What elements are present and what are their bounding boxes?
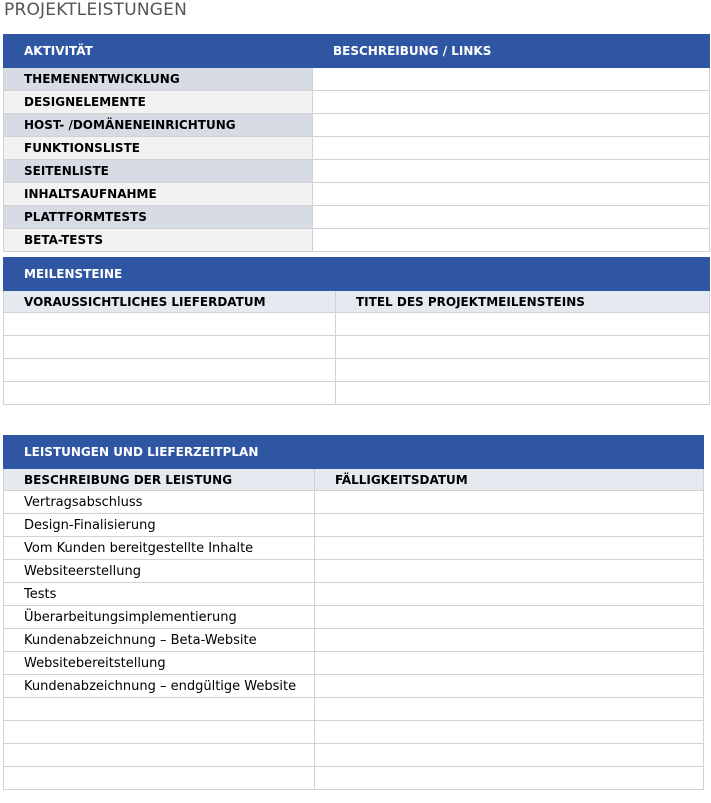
deliverable-description[interactable] — [4, 698, 315, 721]
activity-row — [4, 114, 710, 137]
activity-label: DESIGNELEMENTE — [4, 91, 313, 114]
deliverable-description: Kundenabzeichnung – Beta-Website — [4, 629, 315, 652]
milestone-header-row — [4, 258, 710, 291]
activity-row — [4, 206, 710, 229]
description-cell[interactable] — [313, 91, 710, 114]
due-date-col-header: FÄLLIGKEITSDATUM — [315, 469, 704, 491]
deliverable-row — [4, 606, 704, 629]
deliverable-description: Vertragsabschluss — [4, 491, 315, 514]
delivery-date-cell[interactable] — [4, 336, 336, 359]
deliverable-row — [4, 698, 704, 721]
description-cell[interactable] — [313, 206, 710, 229]
deliverable-description: Design-Finalisierung — [4, 514, 315, 537]
due-date-cell[interactable] — [315, 560, 704, 583]
activity-label: INHALTSAUFNAHME — [4, 183, 313, 206]
deliverable-description[interactable] — [4, 767, 315, 790]
due-date-cell[interactable] — [315, 606, 704, 629]
milestone-title-cell[interactable] — [336, 382, 710, 405]
description-cell[interactable] — [313, 183, 710, 206]
due-date-cell[interactable] — [315, 491, 704, 514]
activity-table — [3, 34, 710, 252]
milestone-heading: MEILENSTEINE — [4, 258, 710, 291]
description-cell[interactable] — [313, 160, 710, 183]
delivery-date-col-header: VORAUSSICHTLICHES LIEFERDATUM — [4, 291, 336, 313]
milestone-subheader-row — [4, 291, 710, 313]
deliverable-description: Überarbeitungsimplementierung — [4, 606, 315, 629]
deliverable-row — [4, 514, 704, 537]
milestone-title-cell[interactable] — [336, 359, 710, 382]
milestone-table — [3, 257, 710, 405]
milestone-title-cell[interactable] — [336, 313, 710, 336]
due-date-cell[interactable] — [315, 767, 704, 790]
deliverable-description[interactable] — [4, 744, 315, 767]
deliverable-row — [4, 767, 704, 790]
delivery-date-cell[interactable] — [4, 313, 336, 336]
deliverables-heading: LEISTUNGEN UND LIEFERZEITPLAN — [4, 436, 704, 469]
description-cell[interactable] — [313, 229, 710, 252]
deliverable-description: Tests — [4, 583, 315, 606]
activity-label: HOST- /DOMÄNENEINRICHTUNG — [4, 114, 313, 137]
deliverable-row — [4, 652, 704, 675]
deliverable-description-col-header: BESCHREIBUNG DER LEISTUNG — [4, 469, 315, 491]
milestone-row — [4, 359, 710, 382]
due-date-cell[interactable] — [315, 721, 704, 744]
deliverables-table — [3, 435, 704, 790]
delivery-date-cell[interactable] — [4, 382, 336, 405]
activity-row — [4, 229, 710, 252]
description-cell[interactable] — [313, 68, 710, 91]
page-title: PROJEKTLEISTUNGEN — [4, 0, 188, 20]
activity-row — [4, 183, 710, 206]
due-date-cell[interactable] — [315, 583, 704, 606]
deliverable-description: Websitebereitstellung — [4, 652, 315, 675]
milestone-title-col-header: TITEL DES PROJEKTMEILENSTEINS — [336, 291, 710, 313]
deliverable-row — [4, 560, 704, 583]
due-date-cell[interactable] — [315, 675, 704, 698]
due-date-cell[interactable] — [315, 514, 704, 537]
deliverable-row — [4, 583, 704, 606]
activity-label: THEMENENTWICKLUNG — [4, 68, 313, 91]
deliverable-description: Kundenabzeichnung – endgültige Website — [4, 675, 315, 698]
activity-row — [4, 68, 710, 91]
activity-row — [4, 137, 710, 160]
deliverable-row — [4, 629, 704, 652]
deliverable-description: Websiteerstellung — [4, 560, 315, 583]
activity-row — [4, 91, 710, 114]
milestone-row — [4, 313, 710, 336]
description-cell[interactable] — [313, 137, 710, 160]
deliverables-subheader-row — [4, 469, 704, 491]
activity-label: FUNKTIONSLISTE — [4, 137, 313, 160]
description-col-header: BESCHREIBUNG / LINKS — [313, 35, 710, 68]
activity-label: BETA-TESTS — [4, 229, 313, 252]
deliverable-row — [4, 537, 704, 560]
deliverables-header-row — [4, 436, 704, 469]
milestone-row — [4, 336, 710, 359]
due-date-cell[interactable] — [315, 698, 704, 721]
activity-header-row — [4, 35, 710, 68]
due-date-cell[interactable] — [315, 652, 704, 675]
delivery-date-cell[interactable] — [4, 359, 336, 382]
activity-label: PLATTFORMTESTS — [4, 206, 313, 229]
deliverable-row — [4, 675, 704, 698]
milestone-row — [4, 382, 710, 405]
deliverable-row — [4, 744, 704, 767]
deliverable-description[interactable] — [4, 721, 315, 744]
activity-row — [4, 160, 710, 183]
description-cell[interactable] — [313, 114, 710, 137]
activity-label: SEITENLISTE — [4, 160, 313, 183]
deliverable-row — [4, 721, 704, 744]
activity-col-header: AKTIVITÄT — [4, 35, 313, 68]
due-date-cell[interactable] — [315, 537, 704, 560]
deliverable-row — [4, 491, 704, 514]
due-date-cell[interactable] — [315, 629, 704, 652]
milestone-title-cell[interactable] — [336, 336, 710, 359]
deliverable-description: Vom Kunden bereitgestellte Inhalte — [4, 537, 315, 560]
due-date-cell[interactable] — [315, 744, 704, 767]
